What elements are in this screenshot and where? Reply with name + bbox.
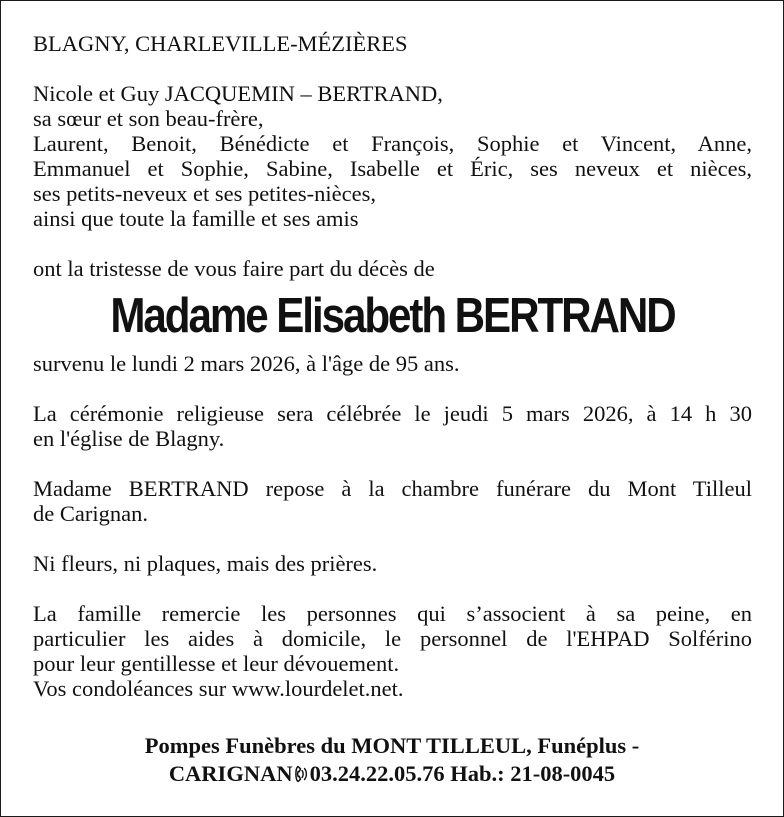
funeral-home-town: CARIGNAN (168, 761, 293, 786)
thanks-line-4: Vos condoléances sur www.lourdelet.net. (33, 676, 404, 701)
family-line-2: sa sœur et son beau-frère, (33, 106, 264, 131)
announcement-text: ont la tristesse de vous faire part du décès de (33, 256, 435, 281)
spacer (33, 576, 752, 601)
funeral-home-contact-line (1, 760, 783, 788)
flowers-notice: Ni fleurs, ni plaques, mais des prières. (33, 551, 378, 576)
ceremony-line-2: en l'église de Blagny. (33, 426, 225, 451)
family-line-5: ses petits-neveux et ses petites-nièces, (33, 181, 377, 206)
thanks-line-2: particulier les aides à domicile, le personnel de l'EHPAD Solférino (33, 626, 752, 651)
deceased-name: Madame Elisabeth BERTRAND (110, 289, 675, 343)
family-line-3: Laurent, Benoit, Bénédicte et François, Sophie et Vincent, Anne, (33, 131, 752, 156)
rest-block (33, 476, 752, 526)
phone-icon (294, 762, 308, 780)
spacer (33, 451, 752, 476)
family-block (33, 81, 752, 231)
rest-line-2: de Carignan. (33, 501, 148, 526)
ceremony-line-1: La cérémonie religieuse sera célébrée le jeudi 5 mars 2026, à 14 h 30 (33, 401, 752, 426)
ceremony-block (33, 401, 752, 451)
funeral-home-name: Pompes Funèbres du MONT TILLEUL, Funéplus - (144, 733, 640, 758)
spacer (33, 56, 752, 81)
spacer (33, 526, 752, 551)
locations-heading: BLAGNY, CHARLEVILLE-MÉZIÈRES (33, 31, 408, 56)
thanks-line-1: La famille remercie les personnes qui s’associent à sa peine, en (33, 601, 752, 626)
family-line-6: ainsi que toute la famille et ses amis (33, 206, 359, 231)
family-line-4: Emmanuel et Sophie, Sabine, Isabelle et Éric, ses neveux et nièces, (33, 156, 752, 181)
thanks-line-3: pour leur gentillesse et leur dévouement. (33, 651, 400, 676)
death-details: survenu le lundi 2 mars 2026, à l'âge de 95 ans. (33, 351, 460, 376)
spacer (33, 376, 752, 401)
funeral-home-phone: 03.24.22.05.76 Hab.: 21-08-0045 (309, 761, 616, 786)
funeral-home-footer (1, 732, 783, 788)
thanks-block (33, 601, 752, 701)
family-line-1: Nicole et Guy JACQUEMIN – BERTRAND, (33, 81, 443, 106)
spacer (33, 231, 752, 256)
rest-line-1: Madame BERTRAND repose à la chambre funérare du Mont Tilleul (33, 476, 752, 501)
